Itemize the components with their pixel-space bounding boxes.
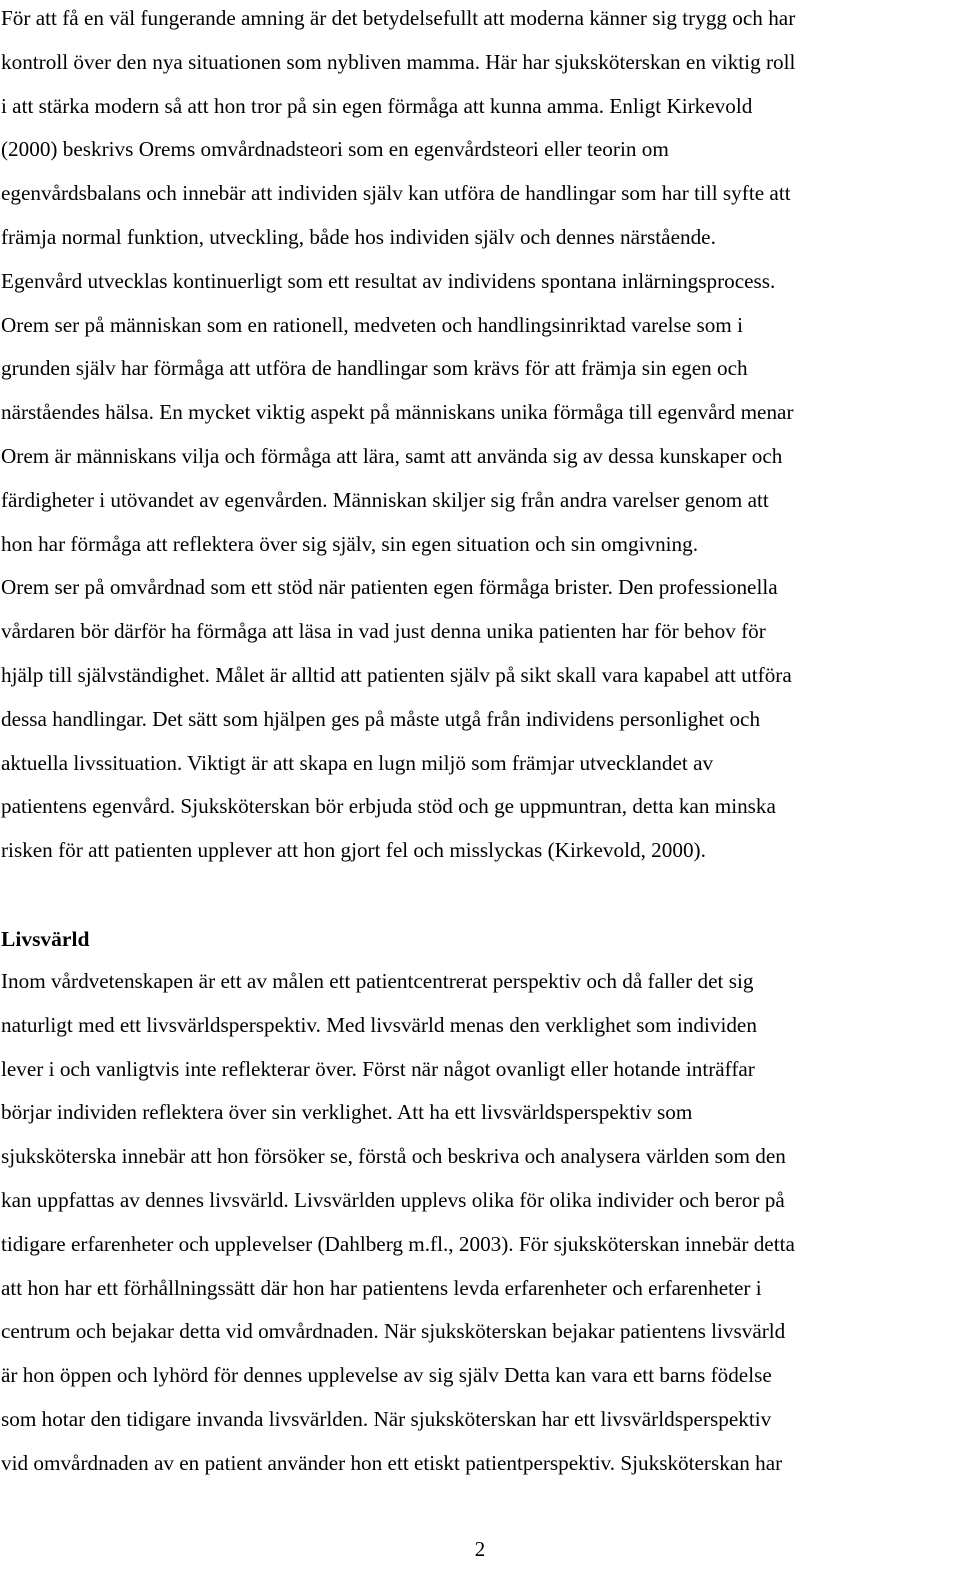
text-line: vårdaren bör därför ha förmåga att läsa in vad just denna unika patienten har för behov för — [1, 619, 766, 644]
section-heading: Livsvärld — [1, 927, 90, 951]
text-line: Orem ser på omvårdnad som ett stöd när patienten egen förmåga brister. Den professionella — [1, 575, 778, 600]
text-line: tidigare erfarenheter och upplevelser (Dahlberg m.fl., 2003). För sjuksköterskan innebär detta — [1, 1231, 795, 1256]
text-line: Egenvård utvecklas kontinuerligt som ett resultat av individens spontana inlärningsprocess. — [1, 268, 776, 293]
text-line: För att få en väl fungerande amning är det betydelsefullt att moderna känner sig trygg och har — [1, 6, 796, 30]
text-line: Inom vårdvetenskapen är ett av målen ett patientcentrerat perspektiv och då faller det sig — [1, 969, 754, 993]
text-line: (2000) beskrivs Orems omvårdnadsteori som en egenvårdsteori eller teorin om — [1, 137, 669, 162]
page-number: 2 — [474, 1537, 486, 1561]
text-line: kan uppfattas av dennes livsvärld. Livsvärlden upplevs olika för olika individer och beror på — [1, 1187, 785, 1212]
body-paragraph-livsvarld — [1, 960, 795, 1486]
text-line: som hotar den tidigare invanda livsvärlden. När sjuksköterskan har ett livsvärldsperspektiv — [1, 1406, 772, 1431]
text-line: vid omvårdnaden av en patient använder hon ett etiskt patientperspektiv. Sjuksköterskan har — [1, 1450, 783, 1475]
text-line: främja normal funktion, utveckling, både hos individen själv och dennes närstående. — [1, 224, 716, 249]
text-line: närståendes hälsa. En mycket viktig aspekt på människans unika förmåga till egenvård menar — [1, 400, 794, 425]
text-line: är hon öppen och lyhörd för dennes upplevelse av sig själv Detta kan vara ett barns födelse — [1, 1363, 772, 1388]
text-line: naturligt med ett livsvärldsperspektiv. Med livsvärld menas den verklighet som individen — [1, 1012, 757, 1037]
text-line: patientens egenvård. Sjuksköterskan bör erbjuda stöd och ge uppmuntran, detta kan minska — [1, 794, 776, 819]
text-line: dessa handlingar. Det sätt som hjälpen ges på måste utgå från individens personlighet och — [1, 706, 761, 731]
text-line: hon har förmåga att reflektera över sig själv, sin egen situation och sin omgivning. — [1, 531, 699, 556]
text-line: sjuksköterska innebär att hon försöker se, förstå och beskriva och analysera världen som den — [1, 1144, 786, 1169]
text-line: Orem är människans vilja och förmåga att lära, samt att använda sig av dessa kunskaper och — [1, 443, 783, 468]
text-line: börjar individen reflektera över sin verklighet. Att ha ett livsvärldsperspektiv som — [1, 1100, 693, 1125]
text-line: lever i och vanligtvis inte reflekterar över. Först när något ovanligt eller hotande inträffar — [1, 1056, 755, 1081]
text-line: risken för att patienten upplever att hon gjort fel och misslyckas (Kirkevold, 2000). — [1, 838, 706, 863]
text-line: egenvårdsbalans och innebär att individen själv kan utföra de handlingar som har till syfte att — [1, 181, 791, 206]
text-line: centrum och bejakar detta vid omvårdnaden. När sjuksköterskan bejakar patientens livsvärld — [1, 1319, 786, 1344]
text-line: grunden själv har förmåga att utföra de handlingar som krävs för att främja sin egen och — [1, 356, 748, 381]
text-line: Orem ser på människan som en rationell, medveten och handlingsinriktad varelse som i — [1, 312, 743, 337]
body-paragraph-orem — [1, 0, 795, 873]
text-line: att hon har ett förhållningssätt där hon har patientens levda erfarenheter och erfarenheter i — [1, 1275, 762, 1300]
text-line: hjälp till självständighet. Målet är alltid att patienten själv på sikt skall vara kapabel att utföra — [1, 662, 792, 687]
text-line: färdigheter i utövandet av egenvården. Människan skiljer sig från andra varelser genom att — [1, 487, 769, 512]
text-line: aktuella livssituation. Viktigt är att skapa en lugn miljö som främjar utvecklandet av — [1, 750, 714, 775]
text-line: i att stärka modern så att hon tror på sin egen förmåga att kunna amma. Enligt Kirkevold — [1, 93, 753, 118]
text-line: kontroll över den nya situationen som nybliven mamma. Här har sjuksköterskan en viktig roll — [1, 49, 796, 74]
